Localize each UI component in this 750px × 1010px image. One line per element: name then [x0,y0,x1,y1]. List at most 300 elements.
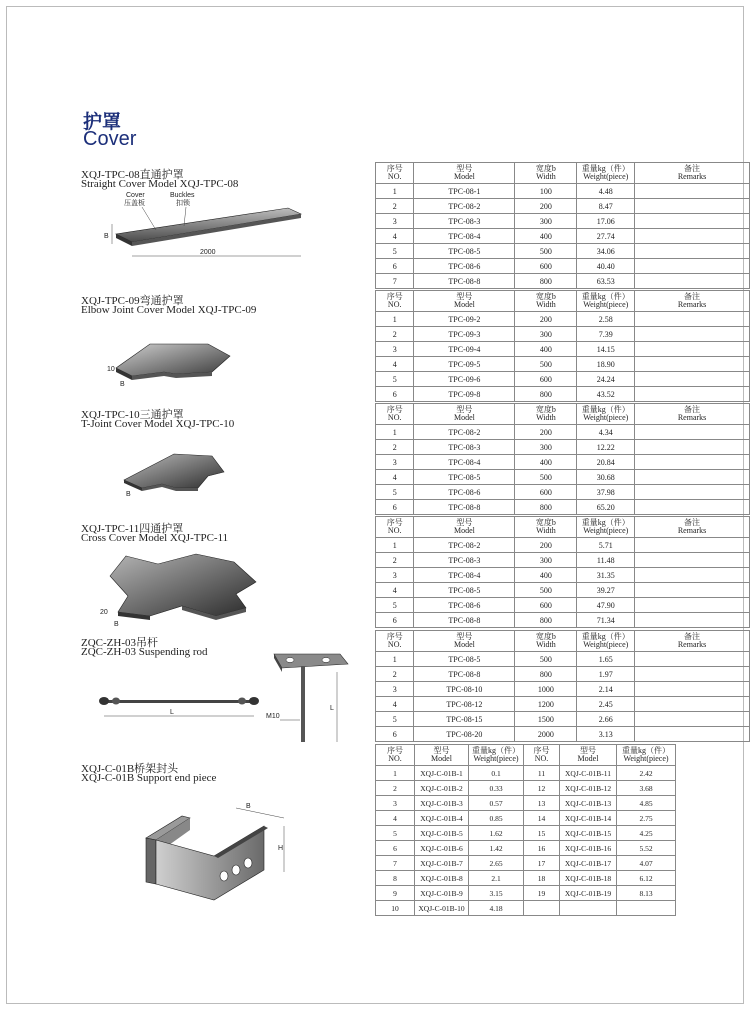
table-header-row [376,291,750,312]
table-cell: 1200 [515,697,577,712]
table-cell: 7.39 [577,327,635,342]
table-cell: 500 [515,357,577,372]
table-cell [577,631,635,652]
table-cell: 600 [515,259,577,274]
table-cell: 14.15 [577,342,635,357]
cell-text: 宽度b [535,632,556,641]
cell-text: Weight(piece) [583,526,629,535]
table-cell: 1 [376,184,414,199]
table-cell: XQJ-C-01B-15 [560,826,617,841]
table-cell: 100 [515,184,577,199]
table-row [376,766,676,781]
dim-b-label: B [246,803,251,810]
table-cell [414,517,515,538]
table-cell: 7 [376,856,415,871]
cell-text: 型号 [433,746,450,755]
table-cell: 1 [376,425,414,440]
table-cell: 400 [515,342,577,357]
section-title-cn: XQJ-TPC-11四通护罩 [81,523,184,535]
table-cell: 4.25 [617,826,676,841]
table-cell: 8.47 [577,199,635,214]
table-cell: 3.68 [617,781,676,796]
table-cell [515,163,577,184]
table-cell [635,517,750,538]
cell-text: Weight(piece) [583,300,629,309]
table-cell: 2.42 [617,766,676,781]
buckles-label: Buckles [170,192,195,199]
table-cell: 1.42 [469,841,524,856]
table-cell: 18 [524,871,560,886]
table-cell: 3 [376,796,415,811]
table-cell: TPC-08-8 [414,500,515,515]
table-cell [635,712,750,727]
table-row [376,485,750,500]
table-cell: TPC-08-3 [414,440,515,455]
cell-text: 重量kg（件） [581,292,630,301]
table-row [376,327,750,342]
table-cell: TPC-08-12 [414,697,515,712]
buckles-label-cn: 扣锁 [176,200,190,207]
table-cell [515,631,577,652]
table-cell: 6 [376,500,414,515]
table-cell [635,667,750,682]
table-cell: 10 [376,901,415,916]
table-cell: 71.34 [577,613,635,628]
table-cell: 65.20 [577,500,635,515]
end-piece-illustration [138,800,298,906]
elbow-cover-illustration [104,334,244,389]
table-cell: 0.33 [469,781,524,796]
table-cell [635,259,750,274]
table-row [376,244,750,259]
table-cell: 3 [376,214,414,229]
table-cell: 4.18 [469,901,524,916]
table-cell: XQJ-C-01B-18 [560,871,617,886]
cell-text: Width [536,172,556,181]
table-cell: 2.58 [577,312,635,327]
suspending-rod-illustration [94,646,356,750]
table-cell: TPC-08-15 [414,712,515,727]
dim-length-label: 2000 [200,249,216,256]
table-cell: 5.52 [617,841,676,856]
table-cell: 2.1 [469,871,524,886]
spec-table-straight [375,162,750,289]
table-cell [635,199,750,214]
table-cell: TPC-09-6 [414,372,515,387]
table-cell: 2 [376,553,414,568]
table-cell: 34.06 [577,244,635,259]
cell-text: Model [453,526,475,535]
table-cell [635,470,750,485]
table-cell [560,901,617,916]
table-cell: TPC-08-5 [414,652,515,667]
table-header-row [376,631,750,652]
table-cell: 8.13 [617,886,676,901]
table-cell: 7 [376,274,414,289]
table-cell: 3.13 [577,727,635,742]
table-cell: 300 [515,327,577,342]
cell-text: 序号 [386,518,403,527]
cell-text: 型号 [456,632,473,641]
table-cell: 9 [376,886,415,901]
table-cell: XQJ-C-01B-3 [415,796,469,811]
table-cell: 0.57 [469,796,524,811]
table-cell: 4.34 [577,425,635,440]
cell-text: NO. [387,640,402,649]
table-cell: XQJ-C-01B-6 [415,841,469,856]
dim-b-label: B [104,233,109,240]
table-cell: 800 [515,613,577,628]
table-cell [635,327,750,342]
table-row [376,682,750,697]
cell-text: 序号 [386,405,403,414]
table-row [376,440,750,455]
cell-text: 备注 [684,164,701,173]
table-cell: 500 [515,470,577,485]
cell-text: NO. [387,413,402,422]
table-cell: XQJ-C-01B-10 [415,901,469,916]
table-row [376,312,750,327]
cell-text: Remarks [677,413,707,422]
table-row [376,871,676,886]
table-cell: TPC-09-8 [414,387,515,402]
cell-text: 宽度b [535,164,556,173]
table-cell: TPC-08-4 [414,568,515,583]
table-cell: 11 [524,766,560,781]
dim-b-label: B [114,621,119,628]
table-cell: 500 [515,583,577,598]
table-cell: 200 [515,538,577,553]
table-cell [524,901,560,916]
table-row [376,811,676,826]
table-row [376,796,676,811]
table-cell [635,163,750,184]
table-cell: 800 [515,667,577,682]
table-cell: TPC-08-8 [414,613,515,628]
section-title-en: Straight Cover Model XQJ-TPC-08 [81,178,239,190]
table-cell: 2.14 [577,682,635,697]
table-cell: TPC-08-8 [414,274,515,289]
cell-text: 型号 [456,405,473,414]
table-cell [635,697,750,712]
table-row [376,357,750,372]
table-cell [635,357,750,372]
cell-text: 重量kg（件） [622,746,670,755]
cell-text: 备注 [684,632,701,641]
cell-text: 重量kg（件） [581,164,630,173]
cell-text: 重量kg（件） [472,746,520,755]
table-row [376,781,676,796]
table-row [376,727,750,742]
table-row [376,613,750,628]
table-cell: 2 [376,667,414,682]
table-cell: 1 [376,766,415,781]
table-cell: TPC-08-3 [414,214,515,229]
table-cell: 200 [515,312,577,327]
table-cell: 20.84 [577,455,635,470]
spec-table-suspending-rod [375,630,750,742]
section-title-en: Elbow Joint Cover Model XQJ-TPC-09 [81,304,257,316]
table-cell: 2000 [515,727,577,742]
table-cell [635,229,750,244]
cross-cover-illustration [96,546,272,630]
table-cell: 0.1 [469,766,524,781]
table-cell [635,652,750,667]
table-row [376,841,676,856]
cover-label: Cover [126,192,145,199]
cell-text: 重量kg（件） [581,405,630,414]
table-cell: TPC-09-3 [414,327,515,342]
table-cell: 2.75 [617,811,676,826]
table-cell [515,404,577,425]
table-cell [376,163,414,184]
spec-table-elbow [375,290,750,402]
table-cell: 2 [376,781,415,796]
table-cell: 300 [515,214,577,229]
table-row [376,856,676,871]
table-cell: XQJ-C-01B-5 [415,826,469,841]
table-cell: 2 [376,327,414,342]
table-row [376,652,750,667]
table-cell [515,291,577,312]
table-cell: 63.53 [577,274,635,289]
table-cell: 5 [376,244,414,259]
dim-h-label: 20 [100,609,108,616]
table-cell: 12.22 [577,440,635,455]
table-cell: TPC-08-4 [414,455,515,470]
cell-text: Model [453,300,475,309]
table-cell: 16 [524,841,560,856]
table-cell: TPC-09-4 [414,342,515,357]
table-cell: 600 [515,598,577,613]
table-cell: TPC-08-20 [414,727,515,742]
table-cell [376,291,414,312]
table-cell: 13 [524,796,560,811]
table-cell: 3 [376,682,414,697]
table-cell [376,404,414,425]
table-cell: 5 [376,372,414,387]
table-cell: 17 [524,856,560,871]
table-cell: TPC-08-6 [414,598,515,613]
table-cell [577,517,635,538]
table-cell: 6 [376,841,415,856]
spec-table-t-joint [375,403,750,515]
table-cell [635,244,750,259]
section-title-cn: XQJ-C-01B桥架封头 [81,763,179,775]
table-cell [635,214,750,229]
table-cell: 4 [376,811,415,826]
table-cell [617,901,676,916]
table-row [376,826,676,841]
table-cell: 1.97 [577,667,635,682]
table-cell [635,455,750,470]
table-cell: 800 [515,387,577,402]
table-cell: TPC-08-10 [414,682,515,697]
table-cell [635,553,750,568]
table-cell: XQJ-C-01B-1 [415,766,469,781]
table-cell: 3.15 [469,886,524,901]
table-cell [635,274,750,289]
table-cell: 5 [376,712,414,727]
dim-l-label: L [170,709,174,716]
spec-table-cross [375,516,750,628]
table-cell [414,291,515,312]
table-cell: 14 [524,811,560,826]
table-cell: 3 [376,342,414,357]
table-row [376,372,750,387]
table-cell: 27.74 [577,229,635,244]
table-row [376,199,750,214]
table-cell: TPC-08-5 [414,470,515,485]
spec-table-end-piece [375,744,676,916]
table-cell: XQJ-C-01B-14 [560,811,617,826]
table-cell [515,517,577,538]
cell-text: Width [536,413,556,422]
section-title-en: XQJ-C-01B Support end piece [81,772,217,784]
table-cell [469,745,524,766]
table-row [376,455,750,470]
table-cell [635,500,750,515]
cell-text: 备注 [684,405,701,414]
table-cell: 5 [376,826,415,841]
cell-text: 序号 [386,632,403,641]
table-cell: 19 [524,886,560,901]
cell-text: NO. [534,754,549,763]
section-title-en: T-Joint Cover Model XQJ-TPC-10 [81,418,235,430]
cell-text: NO. [387,526,402,535]
cell-text: Weight(piece) [473,754,519,763]
table-row [376,470,750,485]
table-cell: 37.98 [577,485,635,500]
cell-text: NO. [387,172,402,181]
table-cell: 2 [376,440,414,455]
cell-text: 宽度b [535,518,556,527]
table-cell [577,291,635,312]
table-row [376,342,750,357]
table-cell: 2.45 [577,697,635,712]
table-cell: 5 [376,598,414,613]
cell-text: Remarks [677,172,707,181]
cell-text: Model [577,754,599,763]
cell-text: 型号 [456,292,473,301]
table-cell [524,745,560,766]
table-header-row [376,745,676,766]
table-row [376,500,750,515]
section-title-cn: XQJ-TPC-09弯通护罩 [81,295,184,307]
table-cell: 43.52 [577,387,635,402]
table-cell [635,404,750,425]
table-cell: 800 [515,274,577,289]
table-cell: XQJ-C-01B-8 [415,871,469,886]
cell-text: Remarks [677,640,707,649]
table-cell: 11.48 [577,553,635,568]
table-cell: 4.85 [617,796,676,811]
table-cell: XQJ-C-01B-2 [415,781,469,796]
table-cell [635,485,750,500]
t-joint-cover-illustration [114,440,232,500]
table-cell: 5.71 [577,538,635,553]
table-cell: XQJ-C-01B-19 [560,886,617,901]
table-cell: 3 [376,455,414,470]
cell-text: Width [536,526,556,535]
table-cell: TPC-08-5 [414,583,515,598]
cell-text: 宽度b [535,292,556,301]
table-cell: TPC-08-8 [414,667,515,682]
table-cell: 6 [376,727,414,742]
section-title-cn: XQJ-TPC-10三通护罩 [81,409,184,421]
table-cell: XQJ-C-01B-4 [415,811,469,826]
dim-h-label: 10 [107,366,115,373]
table-cell: TPC-08-5 [414,244,515,259]
table-cell [577,163,635,184]
table-cell: 2.66 [577,712,635,727]
table-row [376,568,750,583]
table-cell: TPC-08-3 [414,553,515,568]
table-cell [617,745,676,766]
table-row [376,598,750,613]
table-cell [635,387,750,402]
table-row [376,214,750,229]
table-cell [560,745,617,766]
table-cell: 1.62 [469,826,524,841]
table-cell: 30.68 [577,470,635,485]
table-cell: TPC-08-2 [414,538,515,553]
table-cell: 400 [515,568,577,583]
table-cell [414,631,515,652]
table-cell: 39.27 [577,583,635,598]
table-cell: 400 [515,229,577,244]
table-cell: 200 [515,199,577,214]
section-title-en: ZQC-ZH-03 Suspending rod [81,646,208,658]
cell-text: 型号 [580,746,596,755]
table-cell: TPC-09-2 [414,312,515,327]
table-cell: TPC-08-2 [414,425,515,440]
cover-label-cn: 压盖板 [124,200,145,207]
table-cell: 500 [515,652,577,667]
table-cell: 8 [376,871,415,886]
table-cell: XQJ-C-01B-16 [560,841,617,856]
table-cell [635,538,750,553]
cell-text: Remarks [677,300,707,309]
table-cell [635,727,750,742]
table-cell: 600 [515,485,577,500]
table-cell: 5 [376,485,414,500]
table-cell: 6.12 [617,871,676,886]
table-row [376,538,750,553]
table-cell: 3 [376,568,414,583]
table-cell: 2 [376,199,414,214]
table-cell: 400 [515,455,577,470]
table-cell [376,517,414,538]
cell-text: Weight(piece) [583,413,629,422]
table-cell [577,404,635,425]
cell-text: 重量kg（件） [581,632,630,641]
table-cell [376,631,414,652]
table-cell: 18.90 [577,357,635,372]
table-row [376,184,750,199]
table-cell: 1 [376,652,414,667]
dim-m10-label: M10 [266,713,280,720]
cell-text: Model [431,754,452,763]
table-cell: XQJ-C-01B-7 [415,856,469,871]
table-cell: 40.40 [577,259,635,274]
table-cell: TPC-08-2 [414,199,515,214]
table-cell: 300 [515,553,577,568]
dim-b-label: B [120,381,125,388]
table-cell: 47.90 [577,598,635,613]
table-cell: TPC-08-1 [414,184,515,199]
table-row [376,583,750,598]
